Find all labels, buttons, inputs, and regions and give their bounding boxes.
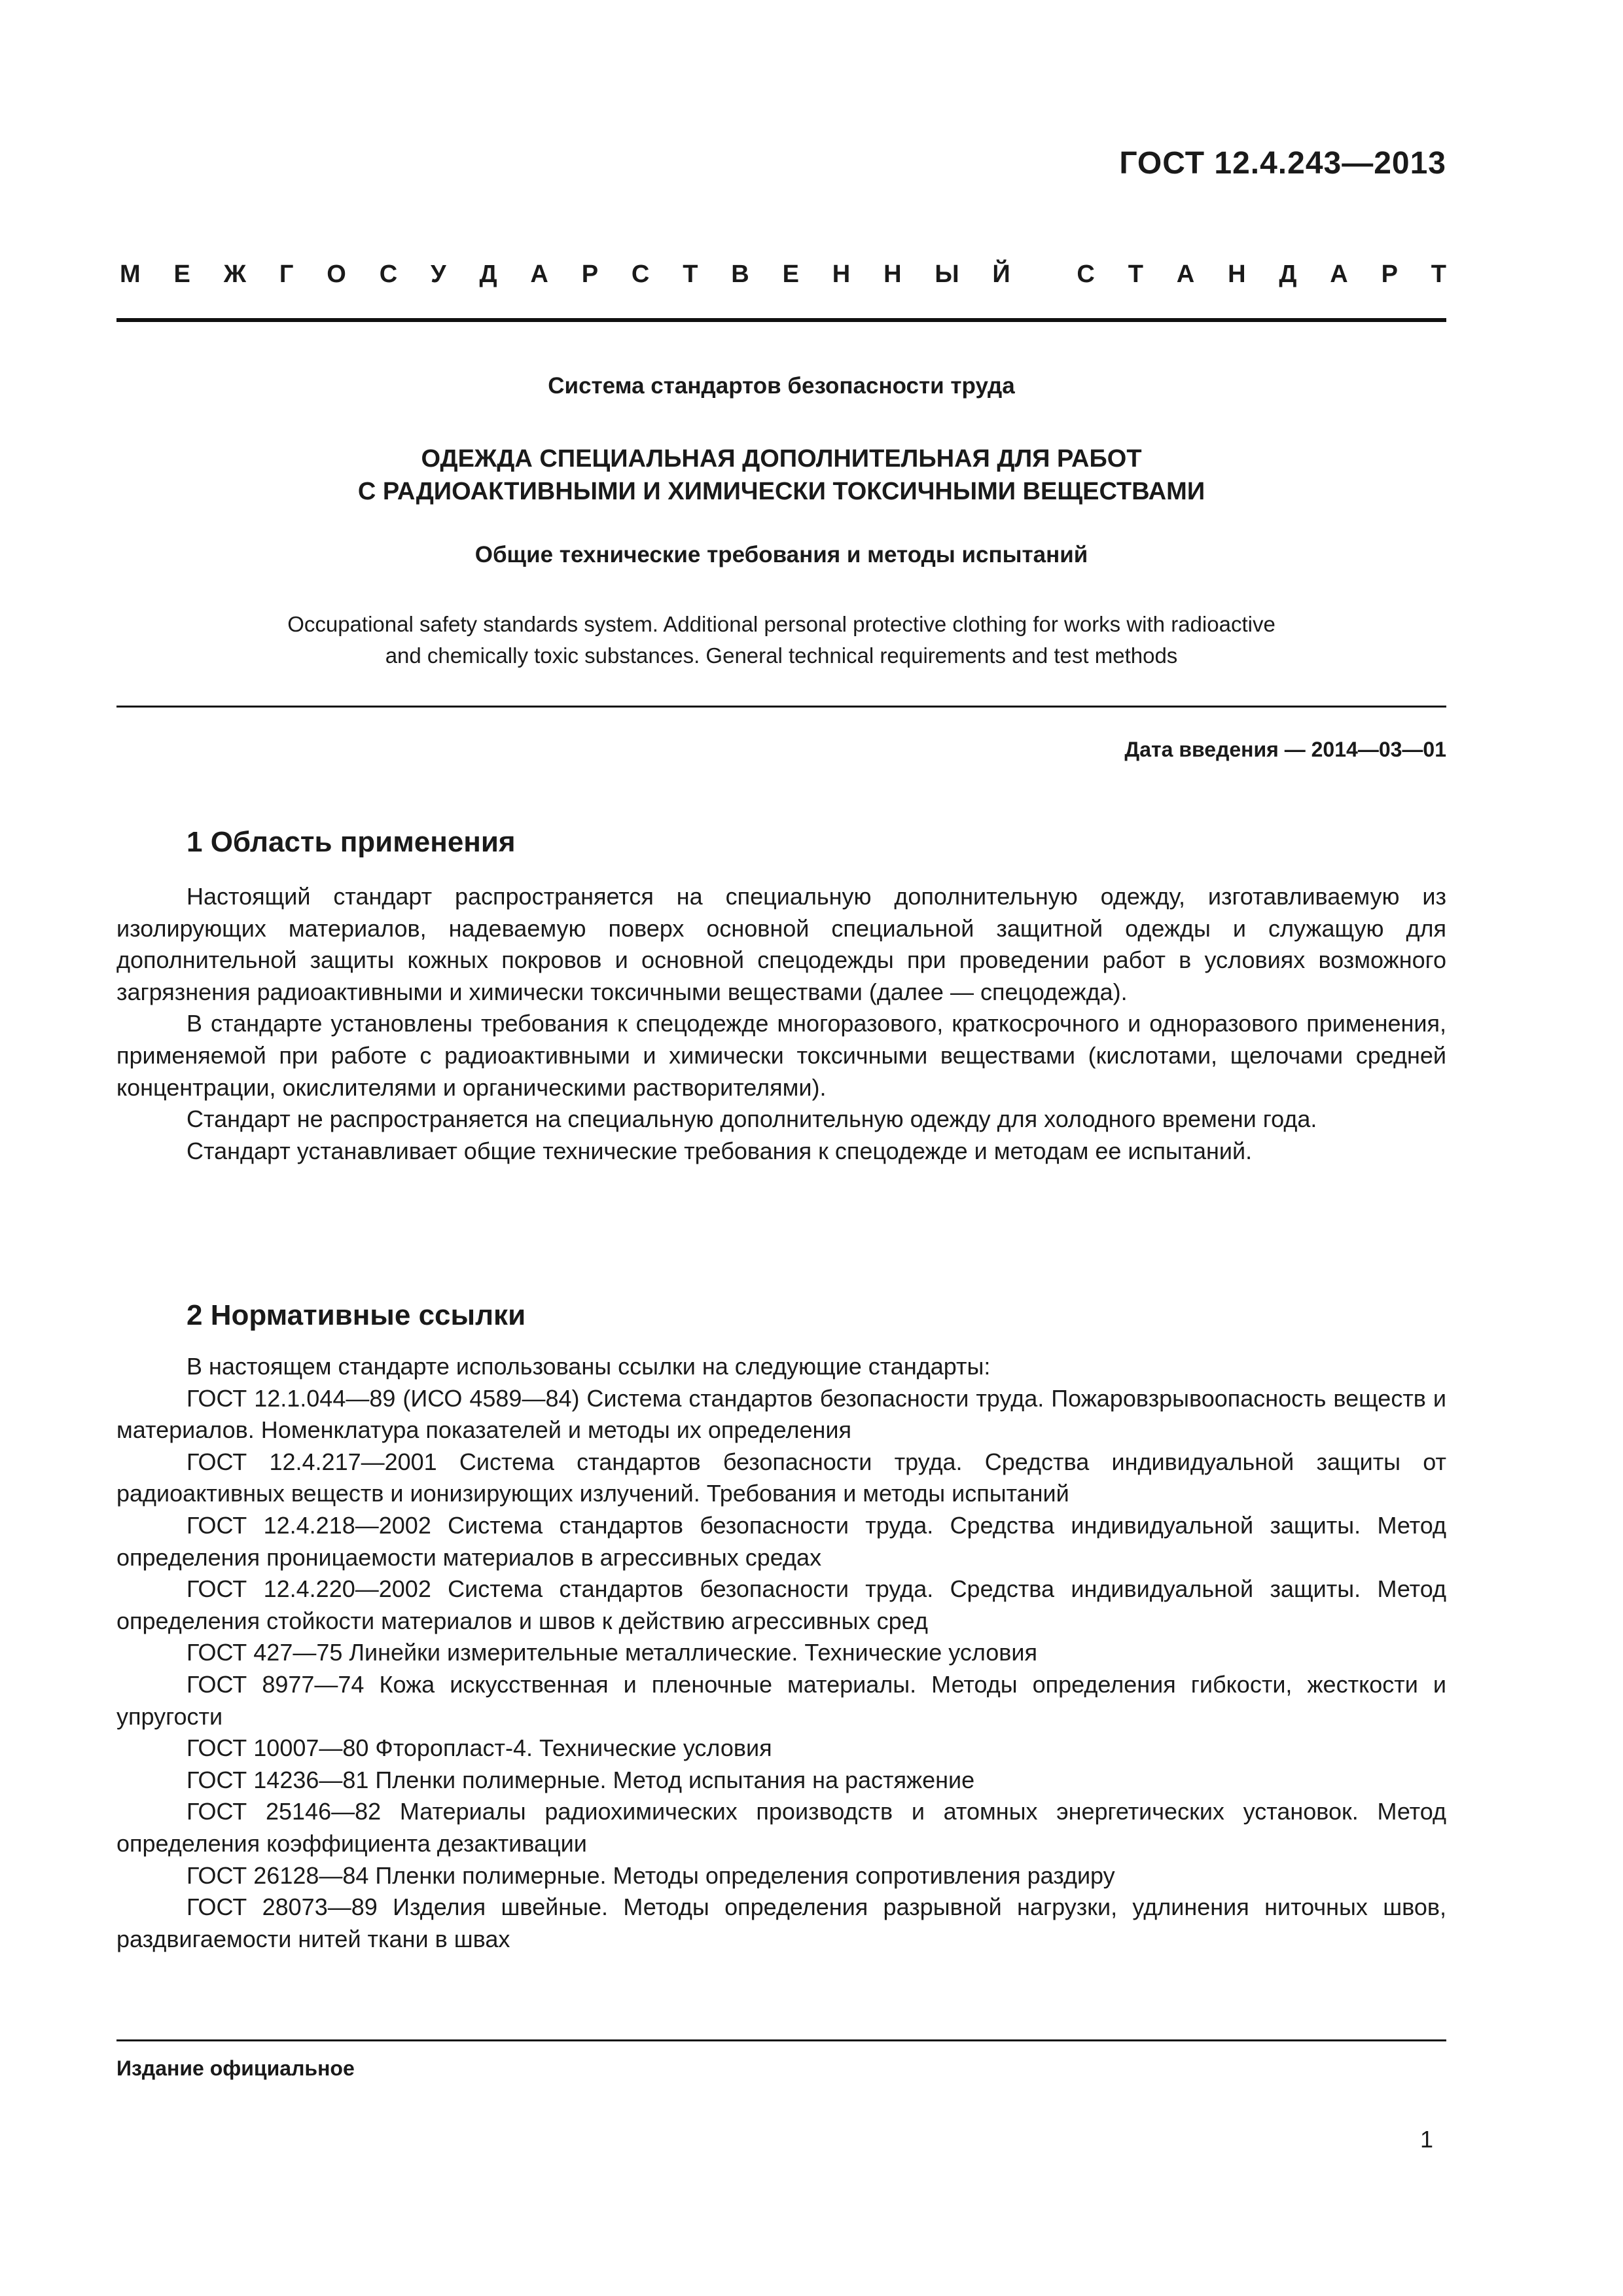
- section-1-heading: 1 Область применения: [187, 826, 516, 858]
- reference-entry: ГОСТ 8977—74 Кожа искусственная и пленочные материалы. Методы определения гибкости, жесткости и упругости: [116, 1670, 1446, 1730]
- title-line: С РАДИОАКТИВНЫМИ И ХИМИЧЕСКИ ТОКСИЧНЫМИ ВЕЩЕСТВАМИ: [357, 478, 1205, 505]
- standards-series: Система стандартов безопасности труда: [548, 373, 1015, 399]
- reference-entry: ГОСТ 25146—82 Материалы радиохимических производств и атомных энергетических установок. Метод определения коэффициента дезактивации: [116, 1798, 1446, 1857]
- header-divider: [116, 318, 1446, 322]
- heading-letter: С: [379, 260, 398, 288]
- heading-letter: Р: [581, 260, 599, 288]
- footer-divider: [116, 2039, 1446, 2041]
- heading-letter: Н: [832, 260, 851, 288]
- document-title: [116, 442, 1446, 508]
- heading-letter: Т: [1431, 260, 1446, 288]
- paragraph: Стандарт устанавливает общие технические требования к спецодежде и методам ее испытаний.: [187, 1137, 1253, 1164]
- heading-letter: Д: [1279, 260, 1297, 288]
- official-edition-note: Издание официальное: [116, 2056, 355, 2080]
- paragraph: В стандарте установлены требования к спецодежде многоразового, краткосрочного и одноразового применения, применяемой при работе с радиоактивными и химически токсичными веществами (кислотами, щелочами средней концентрации, окислителями и органическими растворителями).: [116, 1010, 1446, 1101]
- heading-letter: Г: [279, 260, 294, 288]
- section-2-heading: 2 Нормативные ссылки: [187, 1299, 526, 1331]
- gost-number: ГОСТ 12.4.243—2013: [1119, 146, 1446, 181]
- heading-letter: С: [1077, 260, 1095, 288]
- heading-letter: О: [327, 260, 346, 288]
- heading-letter: Н: [883, 260, 902, 288]
- heading-letter: А: [530, 260, 548, 288]
- reference-entry: ГОСТ 26128—84 Пленки полимерные. Методы определения сопротивления раздиру: [187, 1861, 1115, 1889]
- title-divider: [116, 706, 1446, 708]
- paragraph: Настоящий стандарт распространяется на специальную дополнительную одежду, изготавливаемую из изолирующих материалов, надеваемую поверх основной специальной защитной одежды и служащую для дополнительной защиты кожных покровов и основной спецодежды при проведении работ в условиях возможного загрязнения радиоактивными и химически токсичными веществами (далее — спецодежда).: [116, 883, 1446, 1005]
- heading-letter: С: [631, 260, 650, 288]
- reference-entry: ГОСТ 12.4.217—2001 Система стандартов безопасности труда. Средства индивидуальной защиты от радиоактивных веществ и ионизирующих излучений. Требования и методы испытаний: [116, 1448, 1446, 1507]
- title-line: ОДЕЖДА СПЕЦИАЛЬНАЯ ДОПОЛНИТЕЛЬНАЯ ДЛЯ РАБОТ: [421, 445, 1142, 473]
- english-title: [116, 609, 1446, 672]
- heading-letter: А: [1176, 260, 1195, 288]
- heading-letter: Р: [1381, 260, 1398, 288]
- reference-entry: ГОСТ 12.1.044—89 (ИСО 4589—84) Система стандартов безопасности труда. Пожаровзрывоопасность веществ и материалов. Номенклатура показателей и методы их определения: [116, 1384, 1446, 1444]
- heading-letter: Ж: [223, 260, 247, 288]
- reference-entry: ГОСТ 12.4.218—2002 Система стандартов безопасности труда. Средства индивидуальной защиты. Метод определения проницаемости материалов в агрессивных средах: [116, 1511, 1446, 1571]
- reference-entry: ГОСТ 12.4.220—2002 Система стандартов безопасности труда. Средства индивидуальной защиты. Метод определения стойкости материалов и швов к действию агрессивных сред: [116, 1575, 1446, 1634]
- introduction-date: Дата введения — 2014—03—01: [1124, 738, 1446, 761]
- reference-entry: ГОСТ 427—75 Линейки измерительные металлические. Технические условия: [187, 1639, 1038, 1666]
- heading-letter: Т: [1128, 260, 1143, 288]
- document-subtitle: Общие технические требования и методы испытаний: [474, 542, 1088, 567]
- heading-letter: Т: [683, 260, 698, 288]
- reference-entry: ГОСТ 14236—81 Пленки полимерные. Метод испытания на растяжение: [187, 1766, 975, 1793]
- heading-letter: Й: [992, 260, 1010, 288]
- heading-letter: В: [731, 260, 749, 288]
- heading-letter: У: [431, 260, 446, 288]
- english-title-line: and chemically toxic substances. General technical requirements and test methods: [385, 643, 1178, 668]
- heading-letter: А: [1330, 260, 1348, 288]
- interstate-standard-heading: [120, 260, 1446, 289]
- heading-letter: Е: [173, 260, 190, 288]
- reference-entry: ГОСТ 10007—80 Фторопласт-4. Технические условия: [187, 1734, 772, 1762]
- paragraph: Стандарт не распространяется на специальную дополнительную одежду для холодного времени года.: [187, 1105, 1317, 1133]
- english-title-line: Occupational safety standards system. Additional personal protective clothing for works with radioactive: [287, 612, 1275, 636]
- section-1-body: [116, 881, 1446, 1167]
- heading-letter: Ы: [935, 260, 959, 288]
- heading-letter: Д: [479, 260, 497, 288]
- reference-entry: ГОСТ 28073—89 Изделия швейные. Методы определения разрывной нагрузки, удлинения ниточных швов, раздвигаемости нитей ткани в швах: [116, 1893, 1446, 1952]
- section-2-body: [116, 1351, 1446, 1955]
- heading-letter: Е: [782, 260, 799, 288]
- page-number: 1: [1419, 2126, 1433, 2153]
- heading-letter: Н: [1228, 260, 1246, 288]
- heading-letter: М: [120, 260, 141, 288]
- paragraph: В настоящем стандарте использованы ссылки на следующие стандарты:: [187, 1353, 991, 1380]
